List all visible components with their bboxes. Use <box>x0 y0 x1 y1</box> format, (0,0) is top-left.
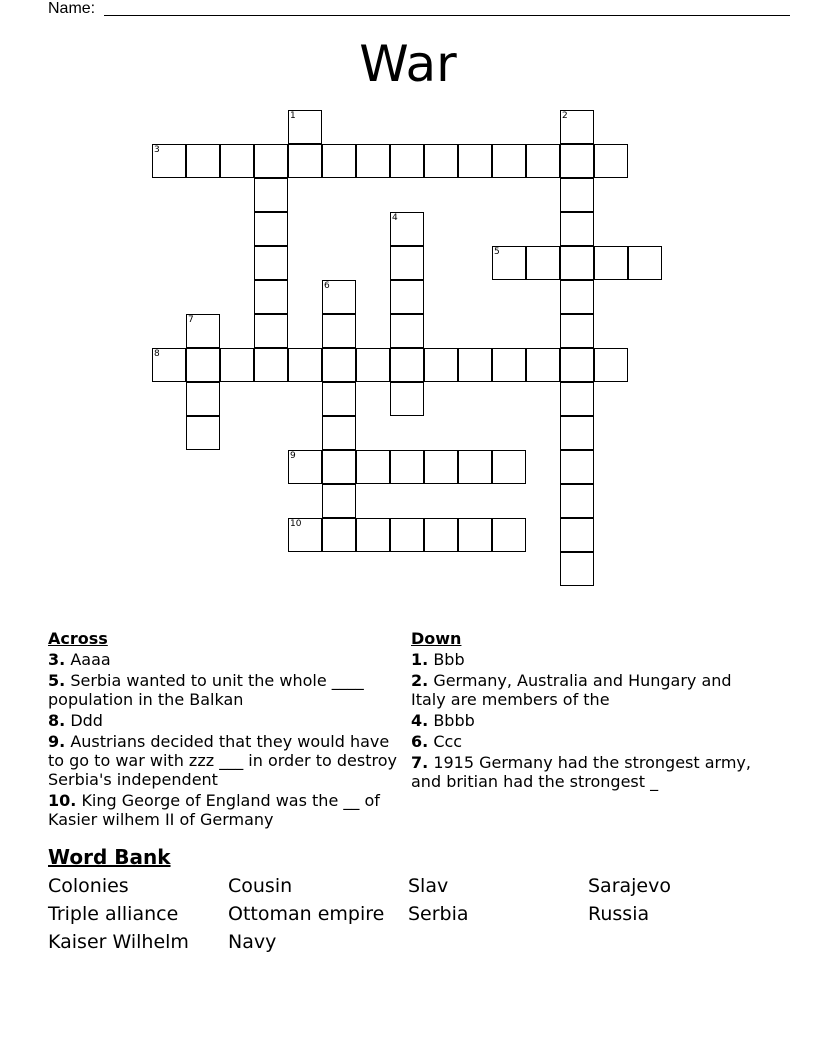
crossword-cell[interactable] <box>322 280 356 314</box>
crossword-cell[interactable] <box>560 552 594 586</box>
crossword-cell[interactable] <box>458 348 492 382</box>
crossword-cell[interactable] <box>288 450 322 484</box>
clue-number: 1. <box>411 650 429 669</box>
crossword-cell[interactable] <box>390 450 424 484</box>
crossword-cell[interactable] <box>152 144 186 178</box>
clue-number: 4. <box>411 711 429 730</box>
page-title: War <box>359 35 457 93</box>
crossword-cell[interactable] <box>322 382 356 416</box>
crossword-cell[interactable] <box>492 144 526 178</box>
crossword-cell[interactable] <box>288 518 322 552</box>
clue-down-6 <box>411 732 761 751</box>
crossword-cell[interactable] <box>560 144 594 178</box>
clue-text: Ccc <box>433 732 463 751</box>
crossword-cell[interactable] <box>560 416 594 450</box>
clue-text: Bbb <box>433 650 465 669</box>
crossword-cell[interactable] <box>322 314 356 348</box>
clue-number: 2. <box>411 671 429 690</box>
crossword-cell[interactable] <box>594 348 628 382</box>
clue-number: 6. <box>411 732 429 751</box>
crossword-cell[interactable] <box>322 348 356 382</box>
crossword-cell[interactable] <box>526 348 560 382</box>
crossword-cell[interactable] <box>390 314 424 348</box>
down-clues <box>411 629 761 793</box>
clue-down-2 <box>411 671 761 709</box>
clue-text: Aaaa <box>70 650 111 669</box>
crossword-cell[interactable] <box>356 144 390 178</box>
clue-across-9 <box>48 732 403 789</box>
crossword-cell[interactable] <box>186 348 220 382</box>
crossword-cell[interactable] <box>220 144 254 178</box>
clue-number: 10. <box>48 791 77 810</box>
cell-number: 1 <box>290 111 296 121</box>
word-bank-item: Russia <box>588 903 650 925</box>
crossword-cell[interactable] <box>288 110 322 144</box>
crossword-cell[interactable] <box>560 382 594 416</box>
word-bank-item: Cousin <box>228 875 293 897</box>
crossword-cell[interactable] <box>186 382 220 416</box>
cell-number: 4 <box>392 213 398 223</box>
crossword-cell[interactable] <box>322 484 356 518</box>
crossword-cell[interactable] <box>288 348 322 382</box>
crossword-cell[interactable] <box>356 518 390 552</box>
clue-down-1 <box>411 650 761 669</box>
crossword-cell[interactable] <box>390 518 424 552</box>
crossword-cell[interactable] <box>424 450 458 484</box>
crossword-cell[interactable] <box>322 518 356 552</box>
clue-text: King George of England was the __ of Kasier wilhem II of Germany <box>48 791 380 829</box>
crossword-cell[interactable] <box>492 246 526 280</box>
crossword-cell[interactable] <box>560 280 594 314</box>
word-bank-item: Sarajevo <box>588 875 671 897</box>
cell-number: 6 <box>324 281 330 291</box>
clue-text: Germany, Australia and Hungary and Italy are members of the <box>411 671 732 709</box>
crossword-cell[interactable] <box>390 382 424 416</box>
crossword-cell[interactable] <box>356 348 390 382</box>
crossword-cell[interactable] <box>560 314 594 348</box>
crossword-cell[interactable] <box>390 144 424 178</box>
crossword-cell[interactable] <box>390 246 424 280</box>
crossword-cell[interactable] <box>322 144 356 178</box>
cell-number: 3 <box>154 145 160 155</box>
clue-down-7 <box>411 753 761 791</box>
crossword-cell[interactable] <box>560 484 594 518</box>
word-bank-item: Navy <box>228 931 277 953</box>
cell-number: 10 <box>290 519 302 529</box>
clue-number: 8. <box>48 711 66 730</box>
crossword-cell[interactable] <box>492 348 526 382</box>
crossword-cell[interactable] <box>152 348 186 382</box>
crossword-cell[interactable] <box>186 314 220 348</box>
crossword-cell[interactable] <box>390 212 424 246</box>
clue-across-5 <box>48 671 403 709</box>
crossword-cell[interactable] <box>560 110 594 144</box>
clue-down-4 <box>411 711 761 730</box>
word-bank <box>48 874 768 954</box>
crossword-cell[interactable] <box>594 246 628 280</box>
clue-text: 1915 Germany had the strongest army, and britian had the strongest _ <box>411 753 751 791</box>
crossword-cell[interactable] <box>628 246 662 280</box>
crossword-cell[interactable] <box>390 280 424 314</box>
crossword-cell[interactable] <box>254 246 288 280</box>
crossword-cell[interactable] <box>424 518 458 552</box>
crossword-cell[interactable] <box>560 450 594 484</box>
crossword-cell[interactable] <box>186 416 220 450</box>
crossword-cell[interactable] <box>560 212 594 246</box>
cell-number: 7 <box>188 315 194 325</box>
crossword-cell[interactable] <box>526 144 560 178</box>
clue-text: Austrians decided that they would have to go to war with zzz ___ in order to destroy Serbia's independent <box>48 732 397 789</box>
crossword-cell[interactable] <box>458 450 492 484</box>
clue-across-10 <box>48 791 403 829</box>
crossword-cell[interactable] <box>220 348 254 382</box>
word-bank-item: Ottoman empire <box>228 903 385 925</box>
crossword-cell[interactable] <box>492 450 526 484</box>
crossword-cell[interactable] <box>526 246 560 280</box>
crossword-cell[interactable] <box>560 518 594 552</box>
clue-number: 3. <box>48 650 66 669</box>
crossword-cell[interactable] <box>254 178 288 212</box>
clue-across-3 <box>48 650 403 669</box>
clue-number: 9. <box>48 732 66 751</box>
crossword-cell[interactable] <box>356 450 390 484</box>
clue-number: 7. <box>411 753 429 772</box>
crossword-cell[interactable] <box>254 280 288 314</box>
clue-text: Bbbb <box>433 711 475 730</box>
crossword-cell[interactable] <box>458 518 492 552</box>
cell-number: 2 <box>562 111 568 121</box>
crossword-cell[interactable] <box>560 178 594 212</box>
crossword-cell[interactable] <box>254 348 288 382</box>
across-clues <box>48 629 403 831</box>
word-bank-item: Triple alliance <box>48 903 179 925</box>
name-label: Name: <box>48 0 96 17</box>
crossword-cell[interactable] <box>322 450 356 484</box>
crossword-cell[interactable] <box>492 518 526 552</box>
word-bank-item: Serbia <box>408 903 469 925</box>
cell-number: 8 <box>154 349 160 359</box>
down-heading: Down <box>411 629 462 648</box>
crossword-cell[interactable] <box>288 144 322 178</box>
crossword-cell[interactable] <box>390 348 424 382</box>
word-bank-item: Slav <box>408 875 449 897</box>
cell-number: 9 <box>290 451 296 461</box>
word-bank-heading: Word Bank <box>48 845 171 869</box>
crossword-cell[interactable] <box>254 144 288 178</box>
crossword-cell[interactable] <box>560 246 594 280</box>
cell-number: 5 <box>494 247 500 257</box>
clue-text: Serbia wanted to unit the whole ____ population in the Balkan <box>48 671 364 709</box>
clue-text: Ddd <box>70 711 103 730</box>
across-heading: Across <box>48 629 108 648</box>
crossword-cell[interactable] <box>254 212 288 246</box>
crossword-cell[interactable] <box>424 348 458 382</box>
crossword-cell[interactable] <box>560 348 594 382</box>
crossword-cell[interactable] <box>186 144 220 178</box>
crossword-cell[interactable] <box>322 416 356 450</box>
crossword-cell[interactable] <box>458 144 492 178</box>
word-bank-item: Colonies <box>48 875 129 897</box>
word-bank-item: Kaiser Wilhelm <box>48 931 189 953</box>
crossword-cell[interactable] <box>594 144 628 178</box>
clue-across-8 <box>48 711 403 730</box>
crossword-cell[interactable] <box>424 144 458 178</box>
crossword-cell[interactable] <box>254 314 288 348</box>
clue-number: 5. <box>48 671 66 690</box>
